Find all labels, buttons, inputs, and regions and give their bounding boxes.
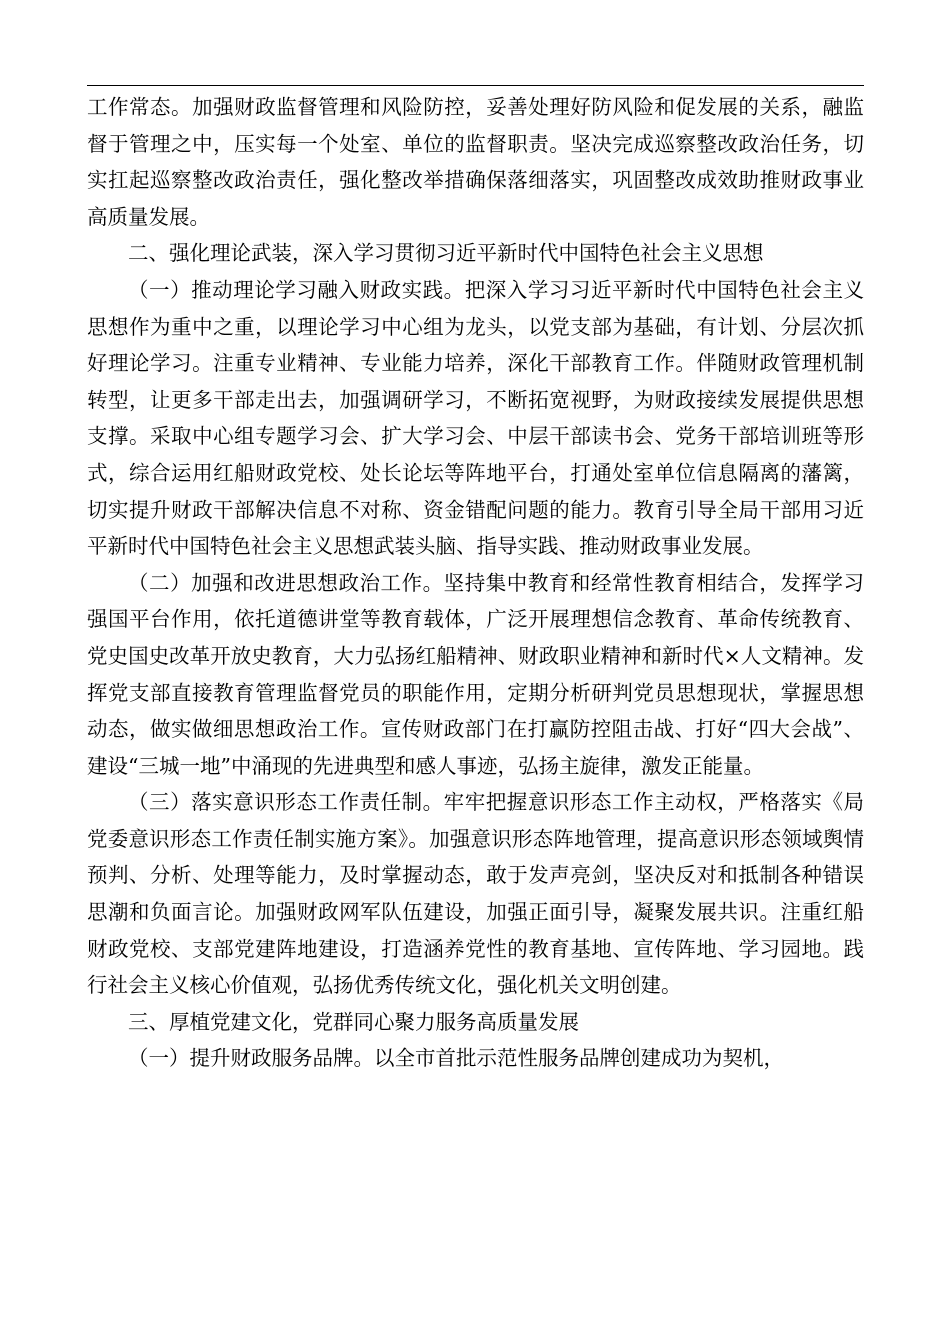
section-heading-2: 二、强化理论武装，深入学习贯彻习近平新时代中国特色社会主义思想 <box>128 241 764 266</box>
paragraph-ideological-work: （二）加强和改进思想政治工作。坚持集中教育和经常性教育相结合，发挥学习强国平台作用，依托道德讲堂等教育载体，广泛开展理想信念教育、革命传统教育、党史国史改革开放史教育，大力弘扬红船精神、财政职业精神和新时代×人文精神。发挥党支部直接教育管理监督党员的职能作用，定期分析研判党员思想现状，掌握思想动态，做实做细思想政治工作。宣传财政部门在打赢防控阻击战、打好“四大会战”、建设“三城一地”中涌现的先进典型和感人事迹，弘扬主旋律，激发正能量。 <box>87 570 864 778</box>
header-rule <box>87 85 864 86</box>
document-body <box>87 89 864 1077</box>
paragraph-theory-study: （一）推动理论学习融入财政实践。把深入学习习近平新时代中国特色社会主义思想作为重中之重，以理论学习中心组为龙头，以党支部为基础，有计划、分层次抓好理论学习。注重专业精神、专业能力培养，深化干部教育工作。伴随财政管理机制转型，让更多干部走出去，加强调研学习，不断拓宽视野，为财政接续发展提供思想支撑。采取中心组专题学习会、扩大学习会、中层干部读书会、党务干部培训班等形式，综合运用红船财政党校、处长论坛等阵地平台，打通处室单位信息隔离的藩篱，切实提升财政干部解决信息不对称、资金错配问题的能力。教育引导全局干部用习近平新时代中国特色社会主义思想武装头脑、指导实践、推动财政事业发展。 <box>87 277 864 559</box>
section-heading-3: 三、厚植党建文化，党群同心聚力服务高质量发展 <box>128 1009 579 1034</box>
paragraph-continuation: 工作常态。加强财政监督管理和风险防控，妥善处理好防风险和促发展的关系，融监督于管理之中，压实每一个处室、单位的监督职责。坚决完成巡察整改政治任务，切实扛起巡察整改政治责任，强化整改举措确保落细落实，巩固整改成效助推财政事业高质量发展。 <box>87 95 864 229</box>
paragraph-ideology-responsibility: （三）落实意识形态工作责任制。牢牢把握意识形态工作主动权，严格落实《局党委意识形态工作责任制实施方案》。加强意识形态阵地管理，提高意识形态领域舆情预判、分析、处理等能力，及时掌握动态，敢于发声亮剑，坚决反对和抵制各种错误思潮和负面言论。加强财政网军队伍建设，加强正面引导，凝聚发展共识。注重红船财政党校、支部党建阵地建设，打造涵养党性的教育基地、宣传阵地、学习园地。践行社会主义核心价值观，弘扬优秀传统文化，强化机关文明创建。 <box>87 790 864 998</box>
paragraph-service-brand: （一）提升财政服务品牌。以全市首批示范性服务品牌创建成功为契机， <box>128 1046 784 1071</box>
